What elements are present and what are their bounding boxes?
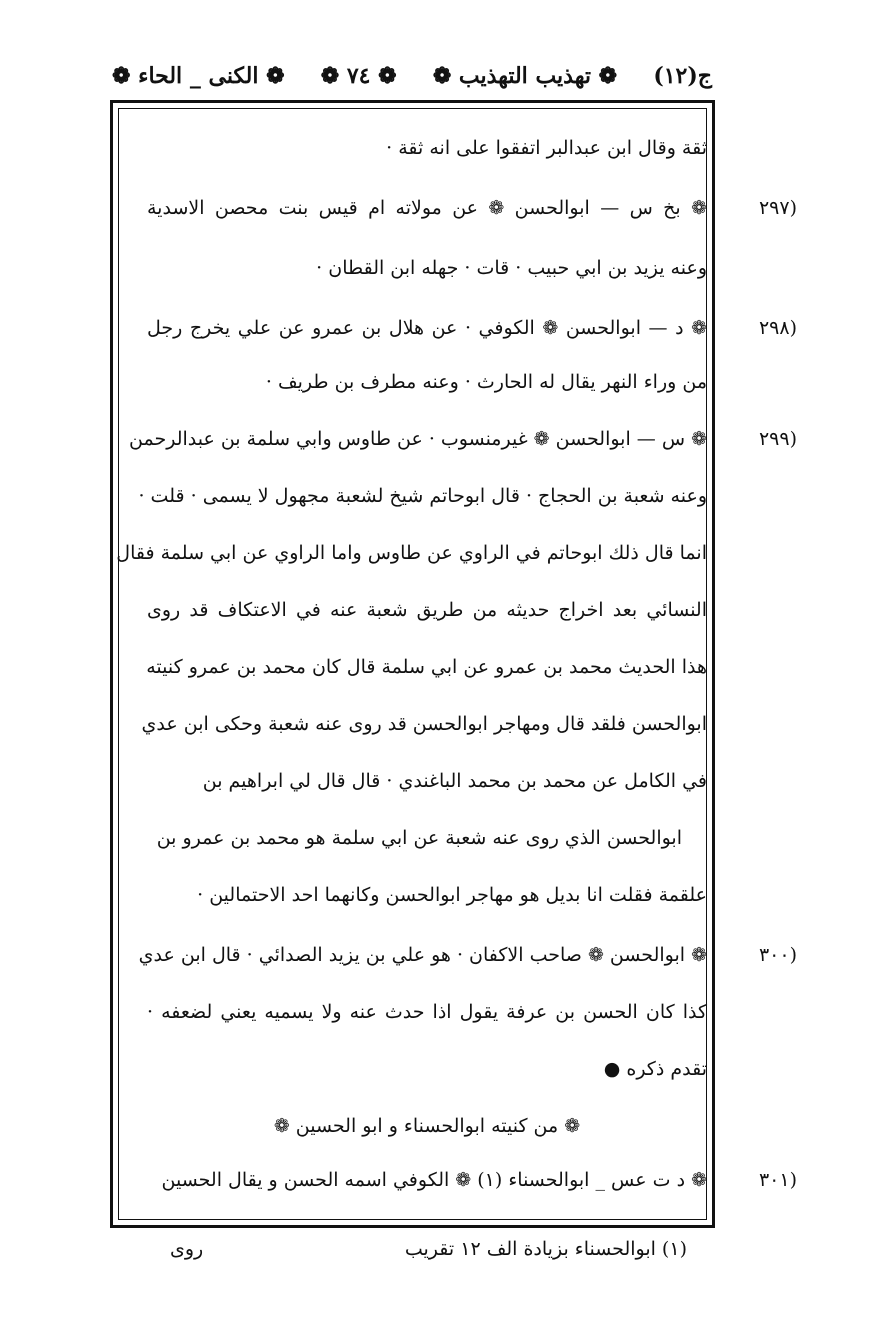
footnote: (١) ابوالحسناء بزيادة الف ١٢ تقريب (404, 1238, 687, 1260)
text-line-4: ❁ د — ابوالحسن ❁ الكوفي · عن هلال بن عمرو عن علي يخرج رجل (147, 317, 707, 339)
text-line-12: في الكامل عن محمد بن محمد الباغندي · قال قال لي ابراهيم بن (202, 770, 707, 792)
catchword: روى (170, 1238, 204, 1260)
text-line-19: ❁ د ت عس _ ابوالحسناء (١) ❁ الكوفي اسمه الحسن و يقال الحسين (161, 1169, 707, 1191)
text-line-10: هذا الحديث محمد بن عمرو عن ابي سلمة قال كان محمد بن عمرو كنيته (146, 656, 707, 678)
text-line-16: كذا كان الحسن بن عرفة يقول اذا حدث عنه ولا يسميه يعني لضعفه · (147, 1001, 707, 1023)
running-header (112, 56, 712, 96)
text-line-2: ❁ بخ س — ابوالحسن ❁ عن مولاته ام قيس بنت محصن الاسدية (147, 197, 707, 219)
text-line-13: ابوالحسن الذي روى عنه شعبة عن ابي سلمة هو محمد بن عمرو بن (156, 827, 682, 849)
text-line-7: وعنه شعبة بن الحجاج · قال ابوحاتم شيخ لشعبة مجهول لا يسمى · قلت · (138, 485, 707, 507)
entry-number-301: (٣٠١ (758, 1169, 797, 1191)
text-line-5: من وراء النهر يقال له الحارث · وعنه مطرف بن طريف · (265, 371, 707, 393)
entry-number-299: (٢٩٩ (758, 428, 797, 450)
entry-number-298: (٢٩٨ (758, 317, 797, 339)
text-line-15: ❁ ابوالحسن ❁ صاحب الاكفان · هو علي بن يزيد الصدائي · قال ابن عدي (138, 944, 707, 966)
text-line-14: علقمة فقلت انا بديل هو مهاجر ابوالحسن وكانهما احد الاحتمالين · (197, 884, 707, 906)
header-volume: ج(١٢) (653, 63, 712, 89)
entry-number-297: (٢٩٧ (758, 197, 797, 219)
text-line-9: النسائي بعد اخراج حديثه من طريق شعبة عنه في الاعتكاف قد روى (147, 599, 707, 621)
header-book-title: ❁ تهذيب التهذيب ❁ (432, 63, 618, 89)
entry-number-300: (٣٠٠ (758, 944, 797, 966)
header-section: ❁ الكنى _ الحاء ❁ (112, 63, 285, 89)
section-heading: ❁ من كنيته ابوالحسناء و ابو الحسين ❁ (273, 1115, 581, 1137)
text-line-17: تقدم ذكره ● (603, 1058, 707, 1080)
text-line-6: ❁ س — ابوالحسن ❁ غيرمنسوب · عن طاوس وابي سلمة بن عبدالرحمن (129, 428, 707, 450)
text-line-8: انما قال ذلك ابوحاتم في الراوي عن طاوس واما الراوي عن ابي سلمة فقال (116, 542, 707, 564)
text-line-3: وعنه يزيد بن ابي حبيب · قات · جهله ابن القطان · (316, 257, 707, 279)
text-line-11: ابوالحسن فلقد قال ومهاجر ابوالحسن قد روى عنه شعبة وحكى ابن عدي (141, 713, 707, 735)
text-line-1: ثقة وقال ابن عبدالبر اتفقوا على انه ثقة · (386, 137, 707, 159)
header-page-number: ❁ ٧٤ ❁ (320, 63, 397, 89)
